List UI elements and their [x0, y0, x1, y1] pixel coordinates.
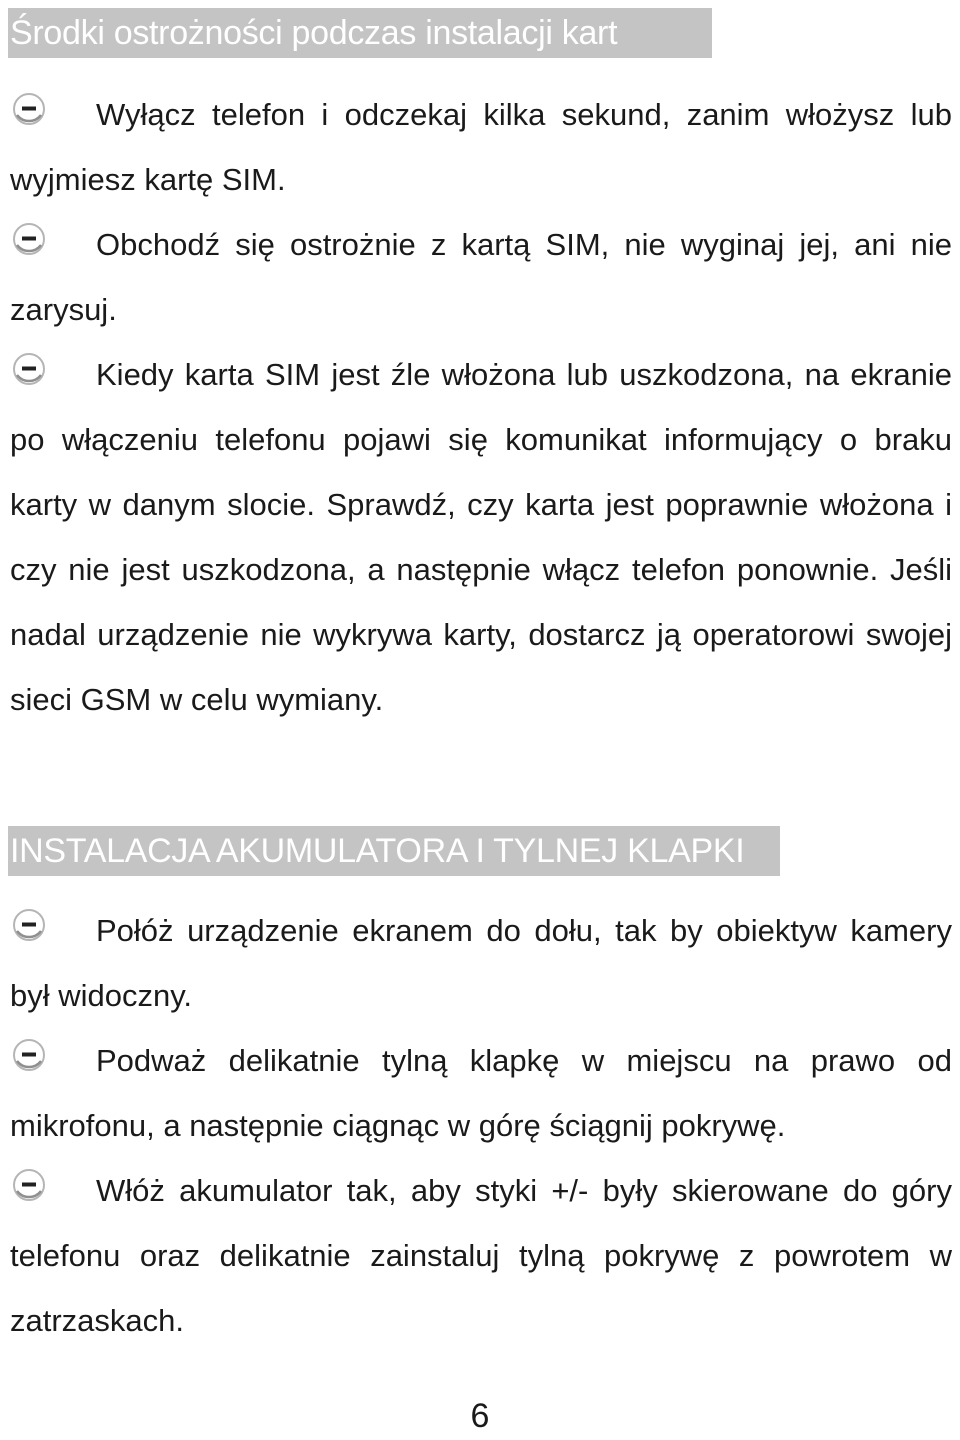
minus-circle-icon: [10, 220, 48, 258]
minus-circle-icon: [10, 1166, 48, 1204]
list-item: [10, 82, 952, 212]
section-heading-battery-install: INSTALACJA AKUMULATORA I TYLNEJ KLAPKI: [8, 826, 780, 876]
minus-circle-icon: [10, 906, 48, 944]
list-item-text: Połóż urządzenie ekranem do dołu, tak by obiektyw kamery był widoczny.: [10, 913, 952, 1013]
list-item: [10, 898, 952, 1028]
list-item: [10, 1028, 952, 1158]
list-item: [10, 1158, 952, 1353]
minus-circle-icon: [10, 1036, 48, 1074]
list-item-text: Włóż akumulator tak, aby styki +/- były skierowane do góry telefonu oraz delikatnie zainstaluj tylną pokrywę z powrotem w zatrzaskach.: [10, 1173, 952, 1338]
list-item: [10, 212, 952, 342]
list-item-text: Obchodź się ostrożnie z kartą SIM, nie wyginaj jej, ani nie zarysuj.: [10, 227, 952, 327]
section-battery-install: [10, 898, 952, 1353]
list-item: [10, 342, 952, 732]
section-card-precautions: [10, 82, 952, 732]
minus-circle-icon: [10, 90, 48, 128]
list-item-text: Kiedy karta SIM jest źle włożona lub uszkodzona, na ekranie po włączeniu telefonu pojawi się komunikat informujący o braku karty w danym slocie. Sprawdź, czy karta jest poprawnie włożona i czy nie jest uszkodzona, a następnie włącz telefon ponownie. Jeśli nadal urządzenie nie wykrywa karty, dostarcz ją operatorowi swojej sieci GSM w celu wymiany.: [10, 357, 952, 717]
list-item-text: Podważ delikatnie tylną klapkę w miejscu na prawo od mikrofonu, a następnie ciągnąc w górę ściągnij pokrywę.: [10, 1043, 952, 1143]
minus-circle-icon: [10, 350, 48, 388]
list-item-text: Wyłącz telefon i odczekaj kilka sekund, zanim włożysz lub wyjmiesz kartę SIM.: [10, 97, 952, 197]
page-number: 6: [470, 1397, 490, 1435]
section-heading-card-precautions: Środki ostrożności podczas instalacji kart: [8, 8, 712, 58]
